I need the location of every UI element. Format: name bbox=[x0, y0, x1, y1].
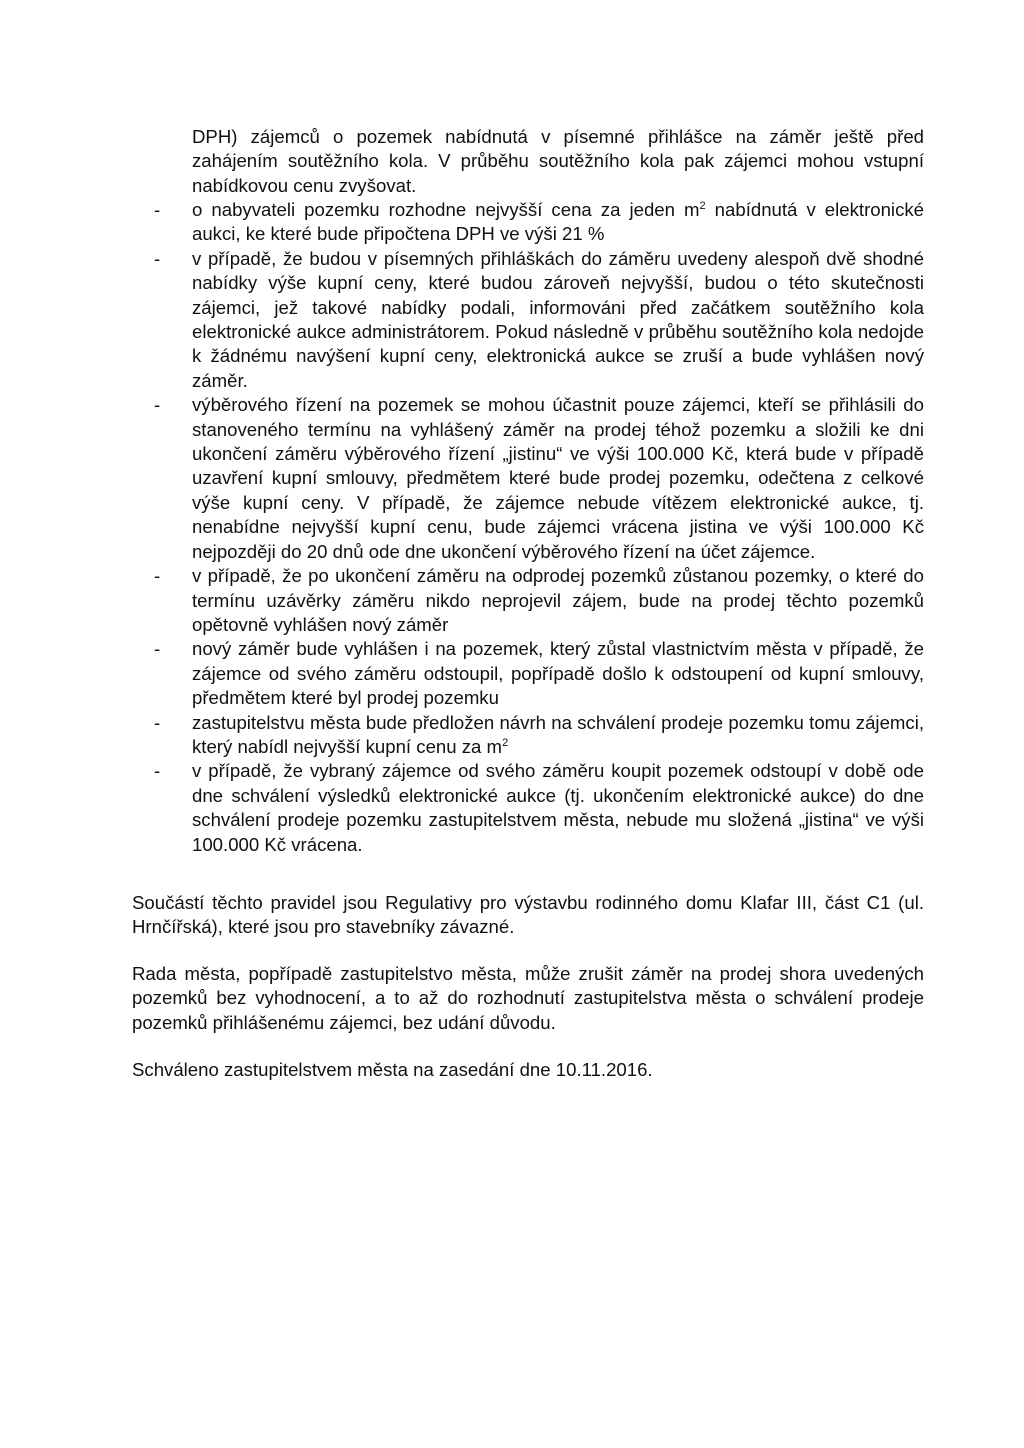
list-item bbox=[150, 393, 924, 564]
list-item-text: v případě, že vybraný zájemce od svého záměru koupit pozemek odstoupí v době ode dne schválení výsledků elektronické aukce (tj. ukončením elektronické aukce) do dne schválení prodeje pozemku zastupitelstvem města, nebude mu složená „jistina“ ve výši 100.000 Kč vrácena. bbox=[192, 760, 924, 855]
list-item-text-tail: nabídnutá v elektronické aukci, ke které bude připočtena DPH ve výši 21 % bbox=[192, 199, 925, 245]
bullet-dash: - bbox=[154, 711, 161, 733]
superscript: 2 bbox=[502, 736, 509, 749]
list-item-text: v případě, že po ukončení záměru na odprodej pozemků zůstanou pozemky, o které do termínu uzávěrky záměru nikdo neprojevil zájem, bude na prodej těchto pozemků opětovně vyhlášen nový záměr bbox=[192, 565, 924, 635]
bullet-dash: - bbox=[154, 199, 161, 220]
superscript: 2 bbox=[699, 200, 706, 212]
list-item bbox=[150, 637, 924, 710]
list-item-text: o nabyvateli pozemku rozhodne nejvyšší cena za jeden m bbox=[192, 199, 700, 220]
bullet-dash: - bbox=[154, 247, 161, 269]
continuation-paragraph: DPH) zájemců o pozemek nabídnutá v písemné přihlášce na záměr ještě před zahájením soutěžního kola. V průběhu soutěžního kola pak zájemci mohou vstupní nabídkovou cenu zvyšovat. bbox=[192, 126, 924, 196]
bullet-dash: - bbox=[154, 394, 161, 416]
list-item-text: nový záměr bude vyhlášen i na pozemek, který zůstal vlastnictvím města v případě, že zájemce od svého záměru odstoupil, popřípadě došlo k odstoupení od kupní smlouvy, předmětem které byl prodej pozemku bbox=[192, 638, 924, 709]
list-item-text: zastupitelstvu města bude předložen návrh na schválení prodeje pozemku tomu zájemci, který nabídl nejvyšší kupní cenu za m bbox=[192, 711, 924, 757]
list-item bbox=[150, 247, 924, 393]
approval-paragraph: Schváleno zastupitelstvem města na zasedání dne 10.11.2016. bbox=[132, 1059, 653, 1080]
list-item-text: výběrového řízení na pozemek se mohou účastnit pouze zájemci, kteří se přihlásili do stanoveného termínu na vyhlášený záměr na prodej téhož pozemku a složili ke dni ukončení záměru výběrového řízení „jistinu“ ve výši 100.000 Kč, která bude v případě uzavření kupní smlouvy, předmětem které bude prodej pozemku, odečtena z celkové výše kupní ceny. V případě, že zájemce nebude vítězem elektronické aukce, tj. nenabídne nejvyšší kupní cenu, bude zájemci vrácena jistina ve výši 100.000 Kč nejpozději do 20 dnů ode dne ukončení výběrového řízení na účet zájemce. bbox=[192, 394, 924, 562]
list-item bbox=[150, 198, 924, 247]
list-item bbox=[150, 759, 924, 857]
regulativy-paragraph: Součástí těchto pravidel jsou Regulativy pro výstavbu rodinného domu Klafar III, část C1 (ul. Hrnčířská), které jsou pro stavebníky závazné. bbox=[132, 892, 924, 938]
list-item bbox=[150, 564, 924, 637]
bullet-dash: - bbox=[154, 760, 161, 782]
conditions-list bbox=[150, 198, 924, 857]
bullet-dash: - bbox=[154, 638, 161, 660]
list-item-text: v případě, že budou v písemných přihláškách do záměru uvedeny alespoň dvě shodné nabídky výše kupní ceny, které budou zároveň nejvyšší, budou o této skutečnosti zájemci, jež takové nabídky podali, informováni před začátkem soutěžního kola elektronické aukce administrátorem. Pokud následně v průběhu soutěžního kola nedojde k žádnému navýšení kupní ceny, elektronická aukce se zruší a bude vyhlášen nový záměr. bbox=[192, 247, 924, 391]
rada-paragraph: Rada města, popřípadě zastupitelstvo města, může zrušit záměr na prodej shora uvedených pozemků bez vyhodnocení, a to až do rozhodnutí zastupitelstva města o schválení prodeje pozemků přihlášenému zájemci, bez udání důvodu. bbox=[132, 963, 924, 1033]
list-item bbox=[150, 711, 924, 760]
bullet-dash: - bbox=[154, 565, 161, 587]
